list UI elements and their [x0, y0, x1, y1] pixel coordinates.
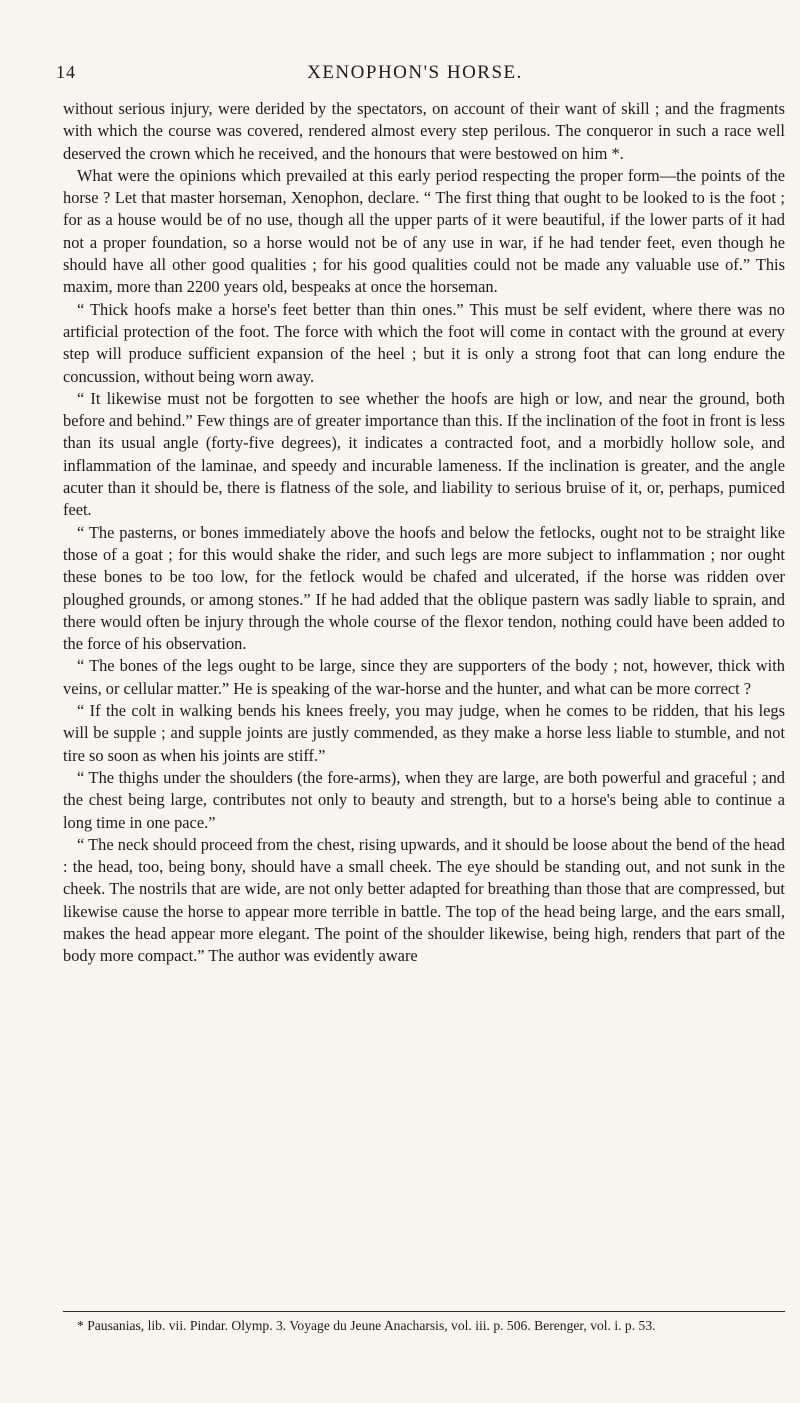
paragraph-continuation: without serious injury, were derided by the spectators, on account of their want of skill ; and the fragments with which the course was covered, rendered almost every step perilous. The conqueror in such a race well deserved the crown which he received, and the honours that were bestowed on him *.: [63, 99, 785, 163]
paragraph-xenophon-foot: What were the opinions which prevailed at this early period respecting the proper form—the points of the horse ? Let that master horseman, Xenophon, declare. “ The first thing that ought to be looked to is the foot ; for as a house would be of no use, though all the upper parts of it were beautiful, if the lower parts of it had not a proper foundation, so a horse would not be of any use in war, if he had tender feet, even though he should have all other good qualities ; for his good qualities could not be made any valuable use of.” This maxim, more than 2200 years old, bespeaks at once the horseman.: [63, 165, 785, 297]
paragraph-hoof-height: “ It likewise must not be forgotten to see whether the hoofs are high or low, and near the ground, both before and behind.” Few things are of greater importance than this. If the inclination of the foot in front is less than its usual angle (forty-five degrees), it indicates a contracted foot, and a morbidly hollow sole, and inflammation of the laminae, and speedy and incurable lameness. If the inclination is greater, and the angle acuter than it should be, there is flatness of the sole, and liability to serious bruise of it, or, perhaps, pumiced feet.: [63, 388, 785, 520]
footnote-text: * Pausanias, lib. vii. Pindar. Olymp. 3. Voyage du Jeune Anacharsis, vol. iii. p. 506. Berenger, vol. i. p. 53.: [77, 1318, 656, 1333]
footnote: [63, 1316, 785, 1335]
paragraph-thighs-chest: “ The thighs under the shoulders (the fore-arms), when they are large, are both powerful and graceful ; and the chest being large, contributes not only to beauty and strength, but to a horse's being able to continue a long time in one pace.”: [63, 767, 785, 832]
paragraph-thick-hoofs: “ Thick hoofs make a horse's feet better than thin ones.” This must be self evident, where there was no artificial protection of the foot. The force with which the foot will come in contact with the ground at every step will produce sufficient expansion of the heel ; but it is only a strong foot that can long endure the concussion, without being worn away.: [63, 299, 785, 386]
page-number: 14: [56, 62, 76, 82]
paragraph-colt-knees: “ If the colt in walking bends his knees freely, you may judge, when he comes to be ridden, that his legs will be supple ; and supple joints are justly commended, as they make a horse less liable to stumble, and not tire so soon as when his joints are stiff.”: [63, 701, 785, 765]
paragraph-pasterns: “ The pasterns, or bones immediately above the hoofs and below the fetlocks, ought not to be straight like those of a goat ; for this would shake the rider, and such legs are more subject to inflammation ; nor ought these bones to be too low, for the fetlock would be chafed and ulcerated, if the horse was ridden over ploughed grounds, or among stones.” If he had added that the oblique pastern was sadly liable to sprain, and there would often be injury through the whole course of the flexor tendon, nothing could have been added to the force of his observation.: [63, 522, 785, 654]
footnote-divider: [63, 1311, 785, 1312]
running-head: [56, 62, 774, 88]
body-text: [63, 98, 785, 968]
paragraph-leg-bones: “ The bones of the legs ought to be large, since they are supporters of the body ; not, however, thick with veins, or cellular matter.” He is speaking of the war-horse and the hunter, and what can be more correct ?: [63, 656, 785, 698]
running-title: XENOPHON'S HORSE.: [307, 62, 523, 83]
paragraph-neck-head: “ The neck should proceed from the chest, rising upwards, and it should be loose about the bend of the head : the head, too, being bony, should have a small cheek. The eye should be standing out, and not sunk in the cheek. The nostrils that are wide, are not only better adapted for breathing than those that are compressed, but likewise cause the horse to appear more terrible in battle. The top of the head being large, and the ears small, makes the head appear more elegant. The point of the shoulder likewise, being high, renders that part of the body more compact.” The author was evidently aware: [63, 834, 785, 966]
